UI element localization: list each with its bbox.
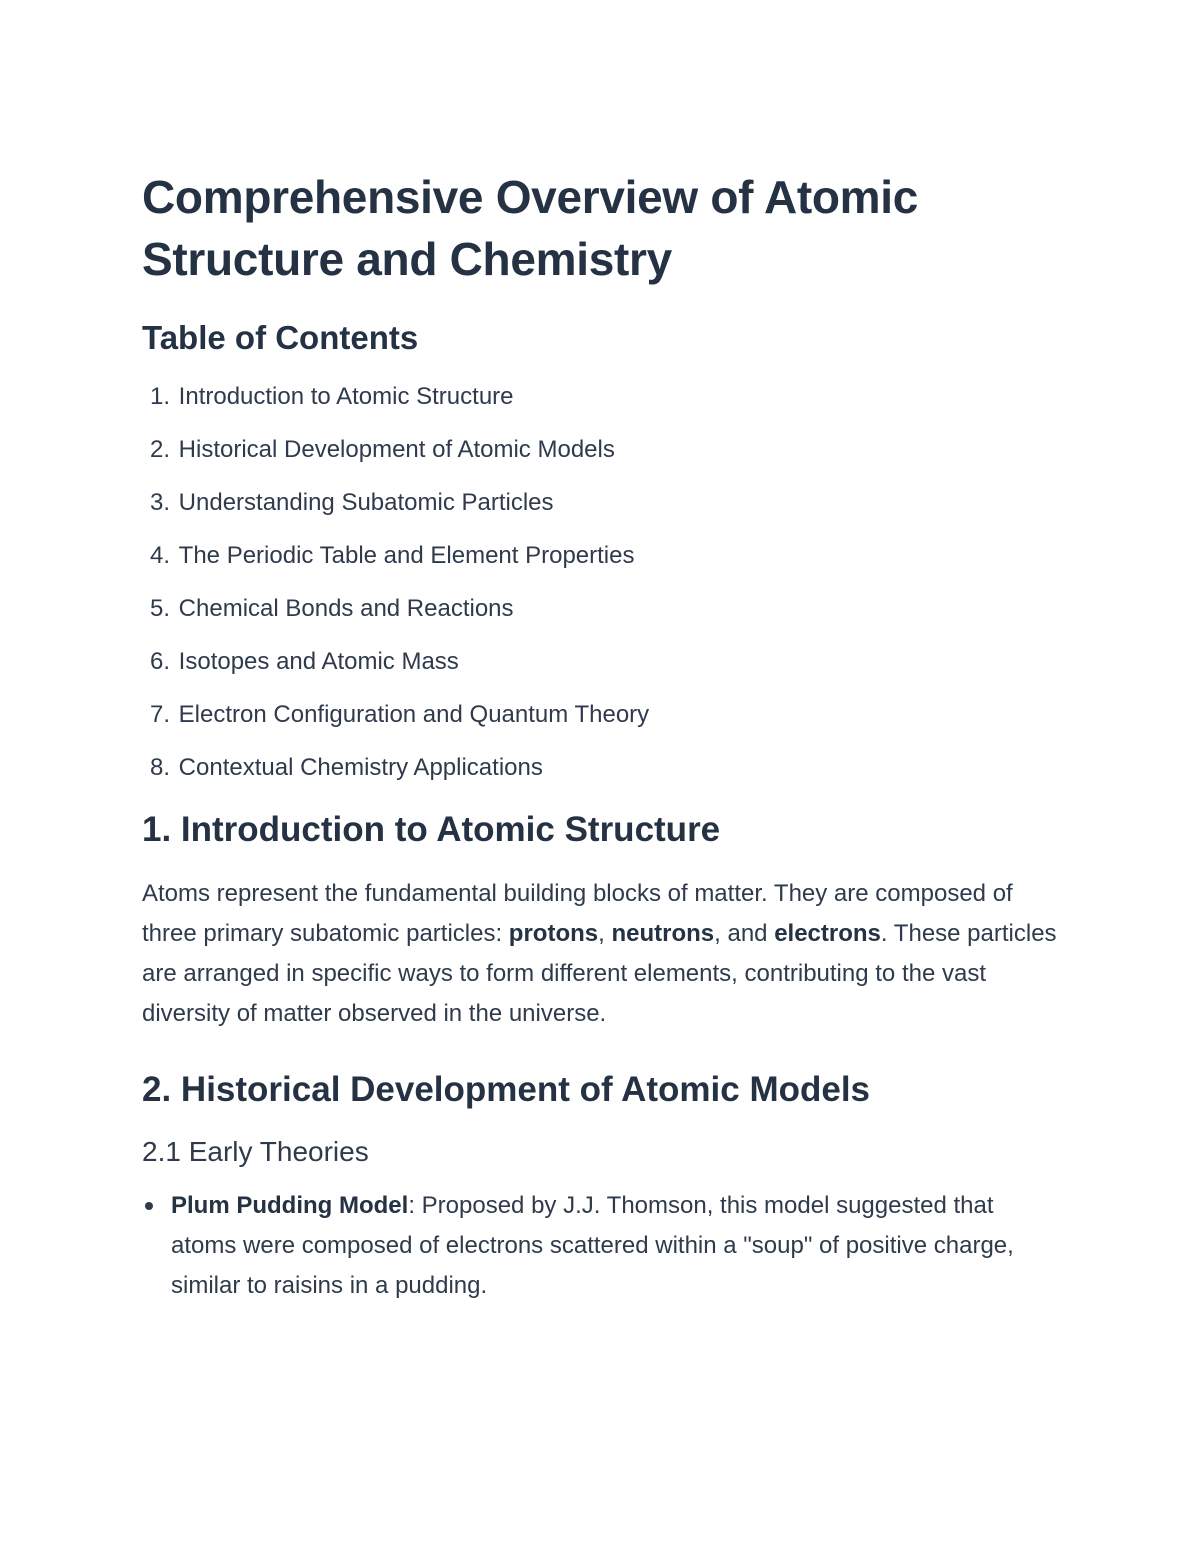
table-of-contents [142,382,1062,783]
toc-item-number: 4. [149,542,170,569]
list-item [142,1186,1062,1306]
section-heading-introduction: 1. Introduction to Atomic Structure [142,810,721,849]
toc-item[interactable] [142,753,1062,783]
section-paragraph-introduction [142,874,1062,1034]
toc-heading: Table of Contents [142,319,419,356]
document-content [142,166,1062,1306]
section-heading-historical-development: 2. Historical Development of Atomic Models [142,1070,871,1109]
term-electrons: electrons [774,920,881,947]
toc-link-contextual-applications[interactable]: Contextual Chemistry Applications [178,754,543,781]
toc-link-chemical-bonds[interactable]: Chemical Bonds and Reactions [178,595,514,622]
toc-item-number: 2. [149,436,170,463]
toc-item-number: 3. [149,489,170,516]
bullet-dot-icon [145,1202,153,1210]
toc-item[interactable] [142,488,1062,518]
toc-item-number: 6. [149,648,170,675]
toc-link-introduction[interactable]: Introduction to Atomic Structure [178,383,514,410]
toc-item[interactable] [142,435,1062,465]
toc-item-number: 8. [149,754,170,781]
term-plum-pudding-model: Plum Pudding Model [171,1192,409,1219]
toc-item[interactable] [142,594,1062,624]
toc-item[interactable] [142,647,1062,677]
term-protons: protons [508,920,599,947]
list-item-text: : Proposed by J.J. Thomson, this model suggested that atoms were composed of electrons scattered within a "soup" of positive charge, similar to raisins in a pudding. [171,1192,1014,1299]
toc-item-number: 7. [149,701,170,728]
toc-item[interactable] [142,700,1062,730]
paragraph-text: . These particles are arranged in specific ways to form different elements, contributing to the vast diversity of matter observed in the universe. [142,920,1057,1027]
toc-link-isotopes[interactable]: Isotopes and Atomic Mass [178,648,459,675]
paragraph-separator: , [598,920,612,947]
toc-item-number: 5. [149,595,170,622]
toc-item[interactable] [142,382,1062,412]
toc-link-subatomic-particles[interactable]: Understanding Subatomic Particles [178,489,554,516]
toc-link-electron-configuration[interactable]: Electron Configuration and Quantum Theory [178,701,650,728]
toc-link-historical-development[interactable]: Historical Development of Atomic Models [178,436,615,463]
term-neutrons: neutrons [611,920,715,947]
bullet-list [142,1186,1062,1306]
paragraph-separator: , and [714,920,775,947]
toc-item[interactable] [142,541,1062,571]
paragraph-text: Atoms represent the fundamental building blocks of matter. They are composed of three primary subatomic particles: [142,880,1013,947]
subsection-heading-early-theories: 2.1 Early Theories [142,1136,369,1167]
document-title: Comprehensive Overview of Atomic Structure and Chemistry [142,171,919,285]
toc-link-periodic-table[interactable]: The Periodic Table and Element Properties [178,542,635,569]
toc-item-number: 1. [149,383,170,410]
